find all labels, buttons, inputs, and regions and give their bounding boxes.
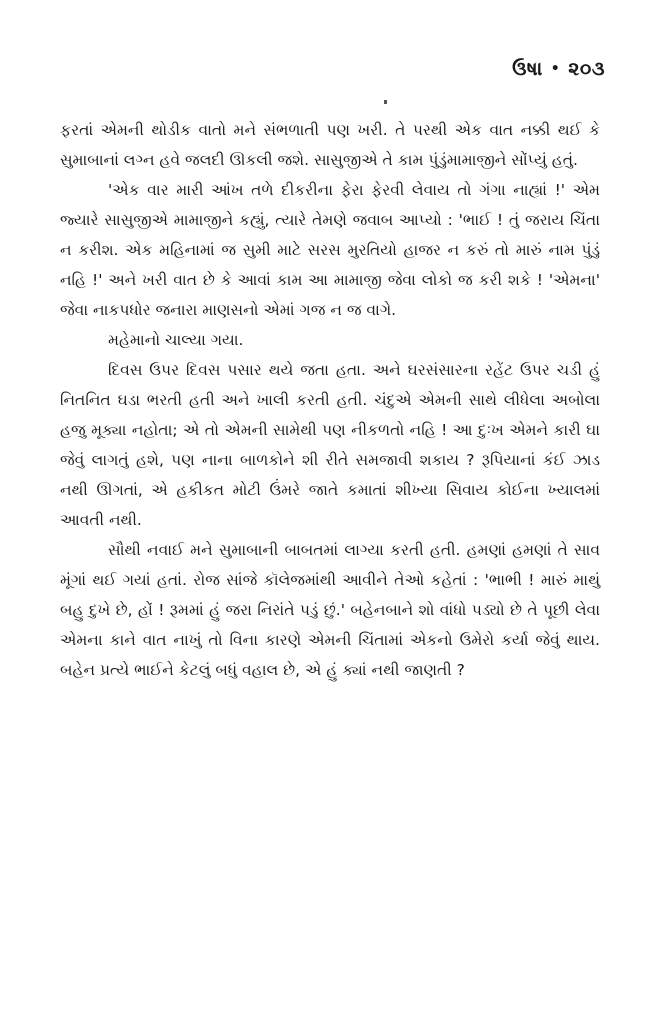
paragraph-5: સૌથી નવાઈ મને સુમાબાની બાબતમાં લાગ્યા કરતી હતી. હમણાં હમણાં તે સાવ મૂંગાં થઈ ગયાં હતાં. રોજ સાંજે કૉલેજમાંથી આવીને તેઓ કહેતાં : 'ભાભી ! મારું માથું બહુ દુખે છે, હોં ! રૂમમાં હું જરા નિરાંતે પડું છું.' બહેનબાને શો વાંધો પડ્યો છે તે પૂછી લેવા એમના કાને વાત નાખું તો વિના કારણે એમની ચિંતામાં એકનો ઉમેરો કર્યા જેવું થાય. બહેન પ્રત્યે ભાઈને કેટલું બધું વહાલ છે, એ હું ક્યાં નથી જાણતી ? bbox=[60, 541, 600, 679]
running-header bbox=[512, 58, 605, 80]
paragraph-4: દિવસ ઉપર દિવસ પસાર થયે જતા હતા. અને ઘરસંસારના રહેંટ ઉપર ચડી હું નિતનિત ઘડા ભરતી હતી અને ખાલી કરતી હતી. ચંદુએ એમની સાથે લીધેલા અબોલા હજુ મૂક્યા નહોતા; એ તો એમની સામેથી પણ નીકળતો નહિ ! આ દુઃખ એમને કારી ઘા જેવું લાગતું હશે, પણ નાના બાળકોને શી રીતે સમજાવી શકાય ? રૂપિયાનાં કંઈ ઝાડ નથી ઊગતાં, એ હકીકત મોટી ઉંમરે જાતે કમાતાં શીખ્યા સિવાય કોઈના ખ્યાલમાં આવતી નથી. bbox=[60, 361, 600, 529]
paragraph-3: મહેમાનો ચાલ્યા ગયા. bbox=[108, 331, 244, 349]
header-title: ઉષા bbox=[512, 58, 543, 80]
body-text bbox=[60, 115, 600, 685]
paragraph-1: ફરતાં એમની થોડીક વાતો મને સંભળાતી પણ ખરી. તે પરથી એક વાત નક્કી થઈ કે સુમાબાનાં લગ્ન હવે જલદી ઊકલી જશે. સાસુજીએ તે કામ પુંડુંમામાજીને સોંપ્યું હતું. bbox=[60, 121, 600, 169]
paragraph-2: 'એક વાર મારી આંખ તળે દીકરીના ફેરા ફેરવી લેવાય તો ગંગા નાહ્યાં !' એમ જ્યારે સાસુજીએ મામાજીને કહ્યું, ત્યારે તેમણે જવાબ આપ્યો : 'ભાઈ ! તું જરાય ચિંતા ન કરીશ. એક મહિનામાં જ સુમી માટે સરસ મુરતિયો હાજર ન કરું તો મારું નામ પુંડું નહિ !' અને ખરી વાત છે કે આવાં કામ આ મામાજી જેવા લોકો જ કરી શકે ! 'એમના' જેવા નાકપધોર જનારા માણસનો એમાં ગજ ન જ વાગે. bbox=[60, 181, 600, 319]
speck-mark bbox=[384, 100, 387, 104]
page-number: ૨૦૩ bbox=[568, 58, 605, 80]
header-separator: • bbox=[550, 61, 561, 77]
